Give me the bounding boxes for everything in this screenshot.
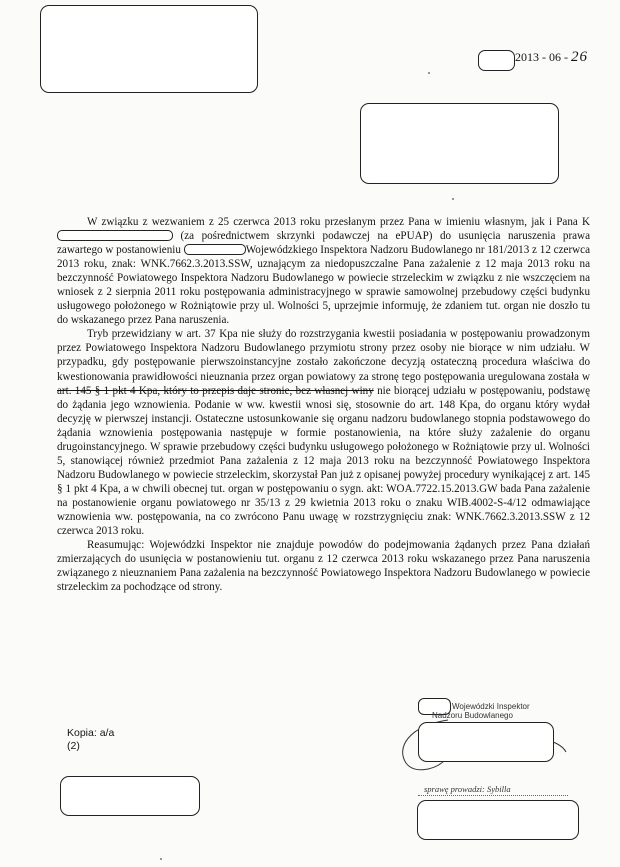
paragraph-3 <box>57 538 590 594</box>
paragraph-1 <box>57 215 590 327</box>
redacted-name <box>57 230 173 241</box>
date-prefix: 2013 - 06 - <box>515 50 568 64</box>
copies-label: Kopia: a/a <box>67 727 115 739</box>
stamp-line-2: Nadzoru Budowlanego <box>432 711 513 720</box>
paragraph-1-part-b: (za pośrednictwem skrzynki podawczej na ePUAP) do usunięcia naruszenia prawa zawartego w postanowieniu <box>57 230 590 257</box>
redacted-decision-ref <box>184 244 246 255</box>
copies-note <box>67 727 114 753</box>
paragraph-2-struck-text: art. 145 § 1 pkt 4 Kpa, który to przepis daje stronie, bez własnej winy <box>57 384 374 397</box>
scan-speck <box>428 72 430 74</box>
paragraph-1-part-c: Wojewódzkiego Inspektora Nadzoru Budowlanego nr 181/2013 z 12 czerwca 2013 roku, znak: WNK.7662.3.2013.SSW, uznającym za niedopuszczalne Pana zażalenie z 12 maja 2013 roku na bezczynność Powiatowego Inspektora Nadzoru Budowlanego w powiecie strzeleckim w związku z nie wszczęciem na wniosek z 2 sierpnia 2011 roku postępowania administracyjnego w sprawie samowolnej przebudowy części budynku usługowego położonego w Rożniątowie przy ul. Wolności 5, uprzejmie informuję, że zdaniem tut. organ nie doszło tu do wskazanego przez Pana naruszenia. <box>57 244 590 327</box>
date-day-handwritten: 26 <box>571 49 588 65</box>
redacted-reference-number <box>478 50 515 71</box>
document-date <box>515 49 588 66</box>
paragraph-2-part-b: nie biorącej udziału w postępowaniu, podstawę do żądania jego wznowienia. Podanie w ww. kwestii wnosi się, stosownie do art. 148 Kpa, do organu który wydał decyzję w pierwszej instancji. Ostateczne ustosunkowanie się organu nadzoru budowlanego stopnia podstawowego do żądania wznowienia postępowania następuje w formie postanowienia, na które służy zażalenie do organu drugoinstancyjnego. W sprawie przebudowy części budynku usługowego położonego w Rożniątowie przy ul. Wolności 5, stanowiącej również przedmiot Pana zażalenia z 12 maja 2013 roku na bezczynność Powiatowego Inspektora Nadzoru Budowlanego w powiecie strzeleckim, skorzystał Pan już z opisanej powyżej procedury wynikającej z art. 145 § 1 pkt 4 Kpa, a w chwili obecnej tut. organ w postępowaniu o sygn. akt: WOA.7722.15.2013.GW bada Pana zażalenie na postanowienie organu powiatowego nr 35/13 z 29 kwietnia 2013 roku o znaku WIB.4002-S-4/12 odmawiające wznowienia ww. postępowania, na co zwrócono Panu uwagę w rozstrzygnięciu znak: WNK.7662.3.2013.SSW z 12 czerwca 2013 roku. <box>57 384 590 538</box>
redacted-footer-handler <box>417 800 579 840</box>
copies-count: (2) <box>67 740 80 752</box>
paragraph-2 <box>57 327 590 538</box>
paragraph-3-text: Reasumując: Wojewódzki Inspektor nie znajduje powodów do podejmowania żądanych przez Pana działań zmierzających do usunięcia w postanowieniu tut. organu z 12 czerwca 2013 roku wskazanego przez Pana naruszenia związanego z nieuznaniem Pana zażalenia na bezczynność Powiatowego Inspektora Nadzoru Budowlanego w powiecie strzeleckim za pochodzące od strony. <box>57 539 590 594</box>
redacted-signature <box>418 722 554 762</box>
redacted-sender-block <box>40 5 258 93</box>
stamp-line-1: Wojewódzki Inspektor <box>452 702 530 711</box>
footer-dotted-rule <box>418 795 568 796</box>
scan-speck <box>452 198 454 200</box>
redacted-footer-block <box>60 776 200 816</box>
redacted-addressee-block <box>360 103 559 184</box>
scan-speck <box>160 858 162 860</box>
paragraph-2-part-a: Tryb przewidziany w art. 37 Kpa nie służy do rozstrzygania kwestii posiadania w postępowaniu prowadzonym przez Powiatowego Inspektora Nadzoru Budowlanego przymiotu strony przez osoby nie biorące w nim udziału. W przypadku, gdy postępowanie pierwszoinstancyjne zostało zakończone decyzją ostateczną procedura właściwa do kwestionowania prawidłowości nieuznania przez organ powiatowy za stronę tego postępowania uregulowana została w <box>57 328 590 383</box>
paragraph-1-part-a: W związku z wezwaniem z 25 czerwca 2013 roku przesłanym przez Pana w imieniu własnym, jak i Pana K <box>87 216 590 228</box>
letter-body <box>57 215 590 594</box>
case-handler-line: sprawę prowadzi: Sybilla <box>424 784 511 794</box>
